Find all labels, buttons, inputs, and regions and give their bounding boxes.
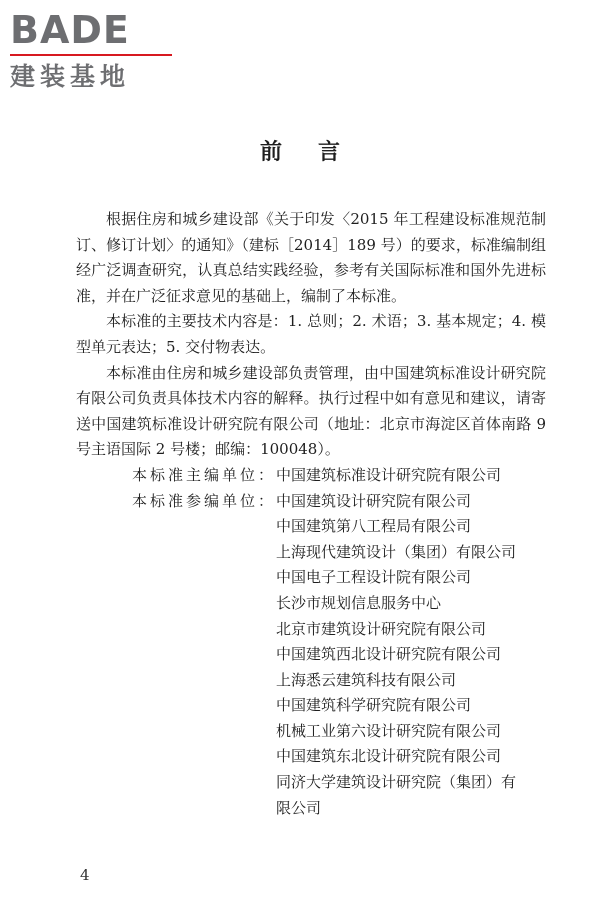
participating-units-label: 本标准参编单位： [131,491,276,510]
page-title: 前言 [259,139,376,165]
list-item: 中国建筑第八工程局有限公司 [276,517,472,536]
chief-unit-name: 中国建筑标准设计研究院有限公司 [276,465,502,484]
document-body [76,207,546,821]
chief-unit-block [76,463,546,489]
list-item: 上海现代建筑设计（集团）有限公司 [276,542,517,561]
list-item: 中国电子工程设计院有限公司 [276,568,472,587]
logo-wordmark: BADE [10,8,130,52]
paragraph-technical-content: 本标准的主要技术内容是：1. 总则；2. 术语；3. 基本规定；4. 模型单元表达；5. 交付物表达。 [76,312,546,356]
logo-divider [10,54,172,56]
paragraph-background: 根据住房和城乡建设部《关于印发〈2015 年工程建设标准规范制订、修订计划〉的通知》（建标［2014］189 号）的要求，标准编制组经广泛调查研究，认真总结实践经验，参考有关国际标准和国外先进标准，并在广泛征求意见的基础上，编制了本标准。 [76,210,546,305]
list-item: 中国建筑东北设计研究院有限公司 [276,747,502,766]
list-item: 中国建筑西北设计研究院有限公司 [276,645,502,664]
participating-units-block [76,489,546,822]
list-item: 中国建筑科学研究院有限公司 [276,696,472,715]
list-item: 长沙市规划信息服务中心 [276,593,442,612]
chief-unit-label: 本标准主编单位： [131,465,276,484]
participating-units-list [276,489,546,822]
logo-subtitle: 建装基地 [10,62,131,91]
paragraph-management: 本标准由住房和城乡建设部负责管理，由中国建筑标准设计研究院有限公司负责具体技术内容的解释。执行过程中如有意见和建议，请寄送中国建筑标准设计研究院有限公司（地址：北京市海淀区首体南路 9 号主语国际 2 号楼；邮编：100048）。 [76,363,546,459]
list-item: 中国建筑设计研究院有限公司 [276,491,472,510]
page-number: 4 [80,866,90,884]
list-item: 上海悉云建筑科技有限公司 [276,670,457,689]
bade-logo [10,8,180,92]
list-item: 北京市建筑设计研究院有限公司 [276,619,487,638]
list-item: 限公司 [276,798,322,817]
list-item: 同济大学建筑设计研究院（集团）有 [276,773,517,792]
list-item: 机械工业第六设计研究院有限公司 [276,721,502,740]
